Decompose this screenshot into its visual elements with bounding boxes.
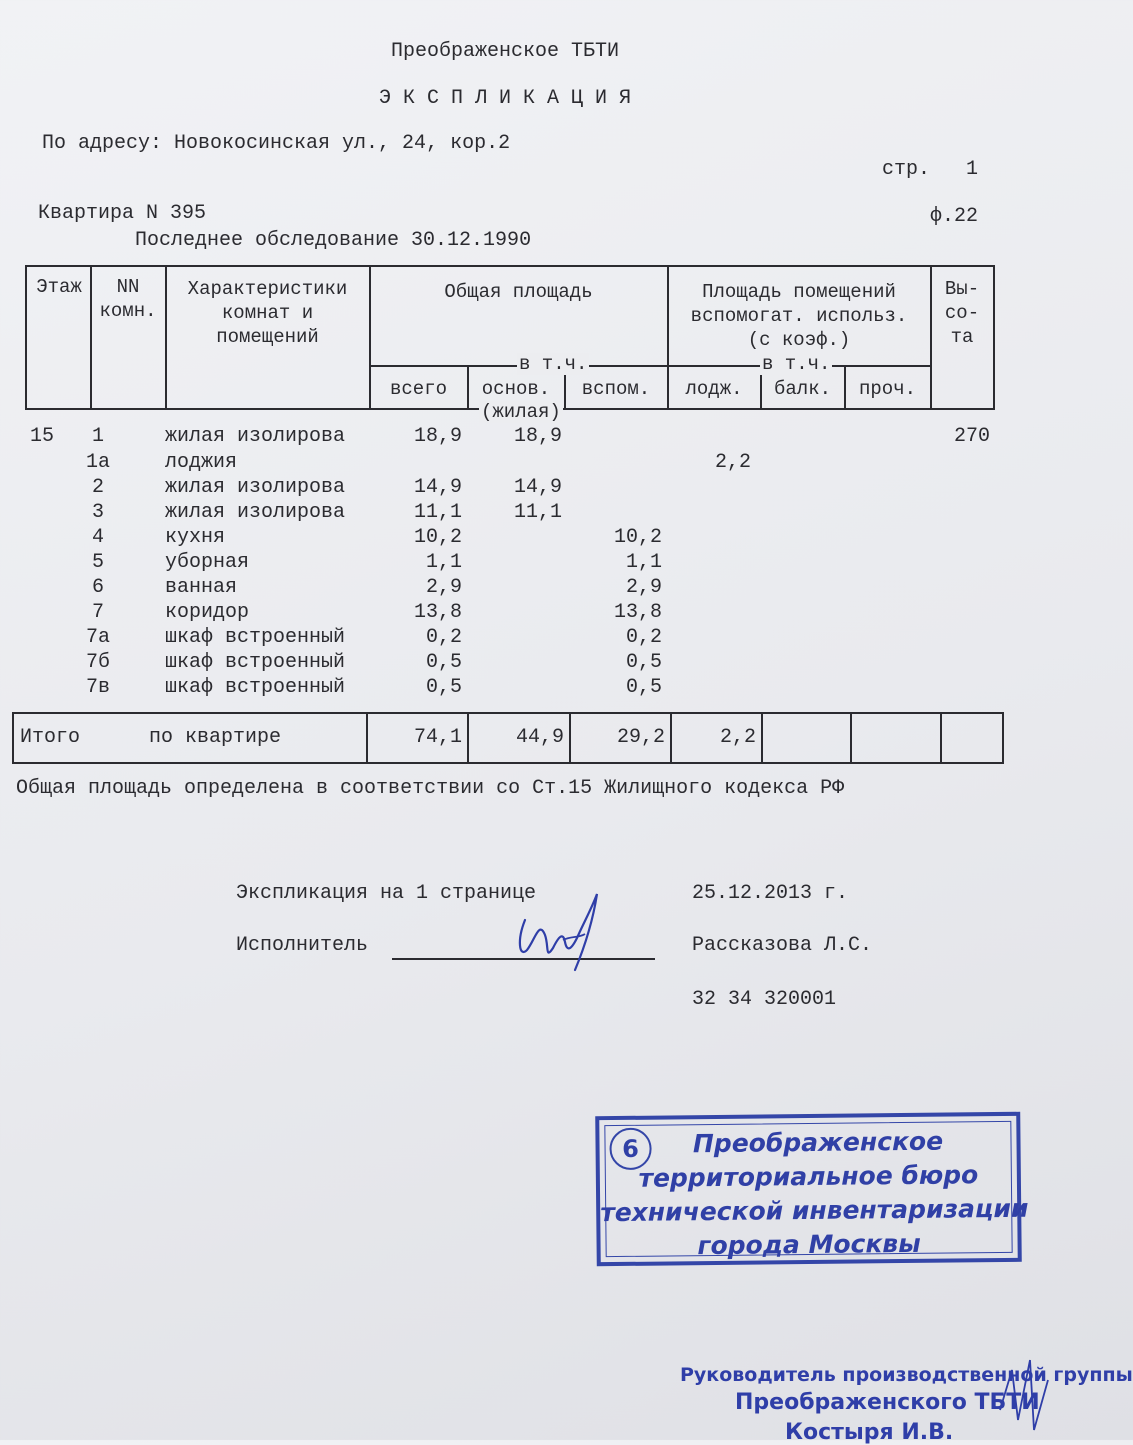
cell-floor: 15 xyxy=(30,425,55,448)
table-row xyxy=(0,601,1080,626)
totals-loggia: 2,2 xyxy=(719,726,756,749)
cell-total: 2,9 xyxy=(425,576,462,599)
cell-total: 0,2 xyxy=(425,626,462,649)
cell-total: 18,9 xyxy=(413,425,462,448)
totals-label: Итого xyxy=(20,726,81,749)
col-aux-area: Площадь помещений вспомогат. использ. (с коэф.) xyxy=(690,281,908,351)
manager-stamp-line3: Костыря И.В. xyxy=(785,1420,954,1445)
cell-total: 11,1 xyxy=(413,501,462,524)
issue-date: 25.12.2013 г. xyxy=(692,882,849,905)
totals-row xyxy=(12,712,1004,764)
page-number: стр. 1 xyxy=(882,158,979,181)
cell-main: 11,1 xyxy=(513,501,562,524)
cell-num: 7а xyxy=(86,626,111,649)
cell-aux: 0,2 xyxy=(625,626,662,649)
incl-right: в т.ч. xyxy=(762,353,831,375)
apartment-number: Квартира N 395 xyxy=(38,202,207,225)
table-row xyxy=(0,551,1080,576)
cell-total: 14,9 xyxy=(413,476,462,499)
cell-total: 13,8 xyxy=(413,601,462,624)
cell-num: 3 xyxy=(92,501,105,524)
col-height: Вы- со- та xyxy=(944,278,980,348)
cell-num: 1 xyxy=(92,425,105,448)
table-row xyxy=(0,526,1080,551)
col-main: основ. xyxy=(481,378,551,400)
cell-main: 18,9 xyxy=(513,425,562,448)
manager-stamp-line1: Руководитель производственной группы xyxy=(680,1364,1133,1386)
cell-num: 7б xyxy=(86,651,111,674)
col-loggia: лодж. xyxy=(685,378,743,400)
incl-left: в т.ч. xyxy=(519,353,588,375)
cell-num: 7 xyxy=(92,601,105,624)
pages-count: Экспликация на 1 странице xyxy=(236,882,537,905)
cell-name: ванная xyxy=(165,576,238,599)
cell-num: 7в xyxy=(86,676,111,699)
col-total-area: Общая площадь xyxy=(444,281,593,303)
cell-aux: 0,5 xyxy=(625,676,662,699)
table-row xyxy=(0,676,1080,701)
table-row xyxy=(0,451,1080,476)
totals-total: 74,1 xyxy=(413,726,462,749)
cell-num: 1а xyxy=(86,451,111,474)
last-survey: Последнее обследование 30.12.1990 xyxy=(135,229,532,252)
table-row xyxy=(0,425,1080,450)
cell-name: коридор xyxy=(165,601,250,624)
cell-name: жилая изолирова xyxy=(165,425,346,448)
cell-num: 4 xyxy=(92,526,105,549)
table-row xyxy=(0,576,1080,601)
cell-num: 2 xyxy=(92,476,105,499)
cell-name: шкаф встроенный xyxy=(165,651,346,674)
col-characteristics: Характеристики комнат и помещений xyxy=(187,278,348,348)
stamp-line2: территориальное бюро xyxy=(638,1160,979,1193)
cell-total: 10,2 xyxy=(413,526,462,549)
document-title: Э К С П Л И К А Ц И Я xyxy=(378,87,632,110)
cell-loggia: 2,2 xyxy=(714,451,751,474)
col-all: всего xyxy=(389,378,447,400)
form-number: ф.22 xyxy=(930,205,979,228)
stamp-line3: технической инвентаризации xyxy=(600,1193,1029,1228)
cell-name: кухня xyxy=(165,526,226,549)
cell-name: шкаф встроенный xyxy=(165,626,346,649)
col-rooms: NN комн. xyxy=(99,276,157,322)
stamp-number: 6 xyxy=(609,1128,651,1170)
executor-name: Рассказова Л.С. xyxy=(692,934,873,957)
table-row xyxy=(0,476,1080,501)
cell-name: уборная xyxy=(165,551,250,574)
executor-label: Исполнитель xyxy=(236,934,369,957)
cell-aux: 0,5 xyxy=(625,651,662,674)
col-floor: Этаж xyxy=(36,276,82,298)
cell-aux: 13,8 xyxy=(613,601,662,624)
cell-aux: 2,9 xyxy=(625,576,662,599)
stamp-line1: Преображенское xyxy=(692,1126,944,1159)
bureau-stamp xyxy=(595,1112,1029,1266)
col-other: проч. xyxy=(858,378,916,400)
signature xyxy=(505,880,615,975)
col-main-sub: (жилая) xyxy=(481,401,561,423)
col-balcony: балк. xyxy=(773,378,831,400)
cell-total: 0,5 xyxy=(425,651,462,674)
totals-aux: 29,2 xyxy=(616,726,665,749)
manager-signature xyxy=(990,1350,1060,1440)
col-aux: вспом. xyxy=(581,378,651,400)
cell-num: 5 xyxy=(92,551,105,574)
totals-label2: по квартире xyxy=(149,726,282,749)
stamp-line4: города Москвы xyxy=(697,1228,921,1261)
cell-name: жилая изолирова xyxy=(165,476,346,499)
cell-aux: 10,2 xyxy=(613,526,662,549)
totals-main: 44,9 xyxy=(515,726,564,749)
cell-num: 6 xyxy=(92,576,105,599)
cell-total: 1,1 xyxy=(425,551,462,574)
bureau-name: Преображенское ТБТИ xyxy=(390,40,620,63)
cell-height: 270 xyxy=(953,425,990,448)
table-row xyxy=(0,501,1080,526)
cell-main: 14,9 xyxy=(513,476,562,499)
cell-name: шкаф встроенный xyxy=(165,676,346,699)
address: По адресу: Новокосинская ул., 24, кор.2 xyxy=(42,132,511,155)
legal-note: Общая площадь определена в соответствии со Ст.15 Жилищного кодекса РФ xyxy=(16,777,845,800)
manager-stamp-line2: Преображенского ТБТИ xyxy=(735,1390,1040,1415)
doc-code: 32 34 320001 xyxy=(692,988,837,1011)
table-row xyxy=(0,651,1080,676)
cell-aux: 1,1 xyxy=(625,551,662,574)
table-row xyxy=(0,626,1080,651)
table-header xyxy=(25,265,995,423)
cell-name: лоджия xyxy=(165,451,238,474)
cell-name: жилая изолирова xyxy=(165,501,346,524)
cell-total: 0,5 xyxy=(425,676,462,699)
